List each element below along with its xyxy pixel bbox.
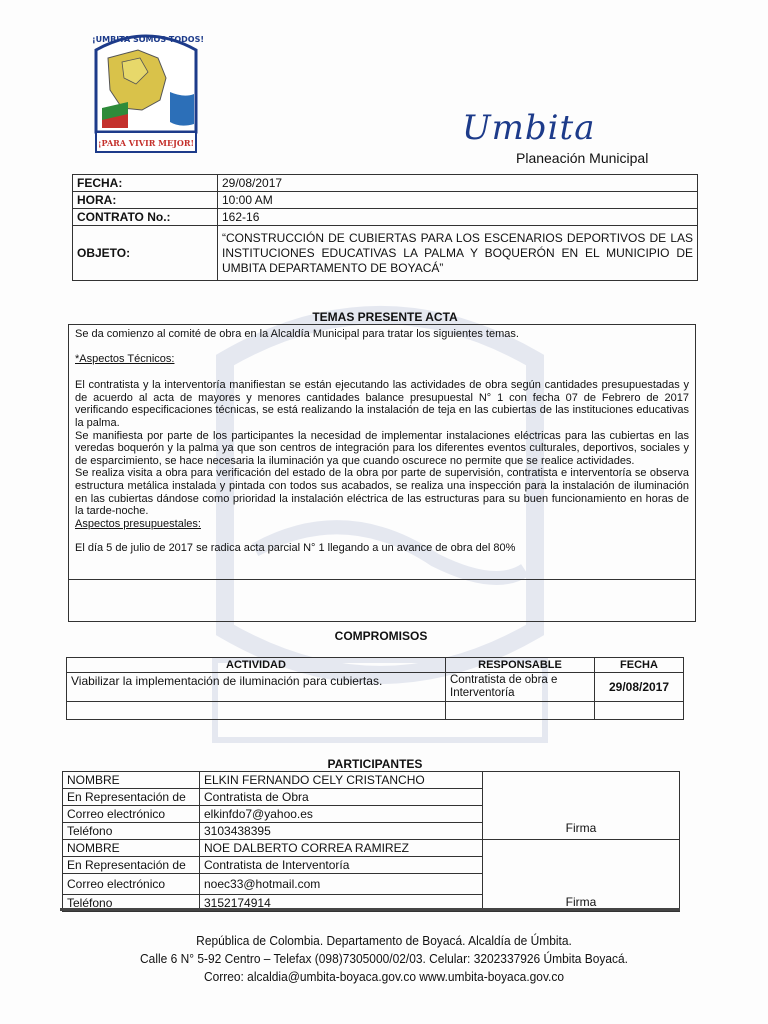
participantes-table [62, 771, 680, 912]
temas-intro: Se da comienzo al comité de obra en la Alcaldía Municipal para tratar los siguientes temas. [75, 328, 519, 340]
fecha-cell [595, 702, 684, 720]
p2-signature: Firma [483, 840, 680, 912]
responsable-cell: Contratista de obra e Interventoría [446, 673, 595, 702]
footer-rule [60, 908, 680, 911]
p2-rep-label: En Representación de [63, 857, 200, 874]
fecha-label: FECHA: [73, 175, 218, 192]
col-actividad: ACTIVIDAD [67, 658, 446, 673]
col-responsable: RESPONSABLE [446, 658, 595, 673]
brand-subtitle: Planeación Municipal [516, 150, 649, 166]
temas-divider [69, 579, 695, 580]
footer-line-1: República de Colombia. Departamento de Boyacá. Alcaldía de Úmbita. [196, 933, 572, 948]
p2-email-label: Correo electrónico [63, 874, 200, 895]
tech-heading: *Aspectos Técnicos: [75, 352, 175, 365]
brand-name: Umbita [462, 108, 596, 148]
p1-rep-label: En Representación de [63, 789, 200, 806]
p1-name-label: NOMBRE [63, 772, 200, 789]
p2-name-value: NOE DALBERTO CORREA RAMIREZ [200, 840, 483, 857]
header-table [72, 174, 698, 281]
footer-line-3: Correo: alcaldia@umbita-boyaca.gov.co www.umbita-boyaca.gov.co [203, 969, 565, 984]
budget-paragraph: El día 5 de julio de 2017 se radica acta parcial N° 1 llegando a un avance de obra del 80% [75, 542, 516, 555]
row-fecha [73, 175, 698, 192]
row-objeto [73, 226, 698, 281]
logo-banner-text: ¡PARA VIVIR MEJOR! [98, 138, 194, 148]
compromisos-title: COMPROMISOS [334, 629, 428, 643]
objeto-label: OBJETO: [73, 226, 218, 281]
contrato-value: 162-16 [218, 209, 698, 226]
p1-rep-value: Contratista de Obra [200, 789, 483, 806]
p2-name-label: NOMBRE [63, 840, 200, 857]
p2-email-value: noec33@hotmail.com [200, 874, 483, 895]
municipal-logo [88, 28, 204, 158]
responsable-cell [446, 702, 595, 720]
fecha-value: 29/08/2017 [218, 175, 698, 192]
p1-email-label: Correo electrónico [63, 806, 200, 823]
logo-arc-text: ¡UMBITA SOMOS TODOS! [92, 35, 204, 44]
tech-paragraph-1: El contratista y la interventoría manifiestan se están ejecutando las actividades de obra según cantidades presupuestadas y de acuerdo al acta de mayores y menores cantidades balance presupuestal N° 1 con fecha 07 de Febrero de 2017 verificando especificaciones técnicas, se está realizando la instalación de teja en las cubiertas de las instituciones educativas la palma. [75, 379, 689, 429]
p2-rep-value: Contratista de Interventoría [200, 857, 483, 874]
hora-value: 10:00 AM [218, 192, 698, 209]
p2-phone-value: 3152174914 [200, 895, 483, 912]
compromisos-table [66, 657, 684, 720]
p1-phone-label: Teléfono [63, 823, 200, 840]
p1-name-value: ELKIN FERNANDO CELY CRISTANCHO [200, 772, 483, 789]
contrato-label: CONTRATO No.: [73, 209, 218, 226]
col-fecha: FECHA [595, 658, 684, 673]
tech-paragraph-3: Se realiza visita a obra para verificación del estado de la obra por parte de supervisión, contratista e interventoría se observa estructura metálica instalada y pintada con todos sus acabados, se realiza una inspección para la instalación de iluminación en las cubiertas dándose como prioridad la instalación eléctrica de las estructuras para su buen funcionamiento en horas de la tarde-noche. [75, 467, 689, 518]
objeto-value: “CONSTRUCCIÓN DE CUBIERTAS PARA LOS ESCENARIOS DEPORTIVOS DE LAS INSTITUCIONES EDUCATIVAS LA PALMA Y BOQUERÓN EN EL MUNICIPIO DE UMBITA DEPARTAMENTO DE BOYACÁ” [218, 226, 698, 281]
row-contrato [73, 209, 698, 226]
hora-label: HORA: [73, 192, 218, 209]
p1-email-value: elkinfdo7@yahoo.es [200, 806, 483, 823]
fecha-cell: 29/08/2017 [595, 673, 684, 702]
table-row [67, 702, 684, 720]
actividad-cell [67, 702, 446, 720]
temas-box [68, 324, 696, 622]
p1-signature: Firma [483, 772, 680, 840]
row-hora [73, 192, 698, 209]
budget-heading: Aspectos presupuestales: [75, 517, 201, 530]
p1-phone-value: 3103438395 [200, 823, 483, 840]
actividad-cell: Viabilizar la implementación de iluminación para cubiertas. [67, 673, 446, 702]
table-row [67, 673, 684, 702]
footer-line-2: Calle 6 N° 5-92 Centro – Telefax (098)7305000/02/03. Celular: 3202337926 Úmbita Boyacá. [140, 951, 628, 966]
participantes-title: PARTICIPANTES [327, 757, 423, 771]
p2-phone-label: Teléfono [63, 895, 200, 912]
tech-paragraph-2: Se manifiesta por parte de los participantes la necesidad de implementar instalaciones eléctricas para las cubiertas en las veredas boquerón y la palma ya que son centros de integración para los diferentes eventos culturales, deportivos, sociales y de esparcimiento, se hace necesaria la iluminación ya que cuando oscurece no permite que se realice actividades. [75, 429, 689, 467]
temas-title: TEMAS PRESENTE ACTA [312, 310, 458, 324]
